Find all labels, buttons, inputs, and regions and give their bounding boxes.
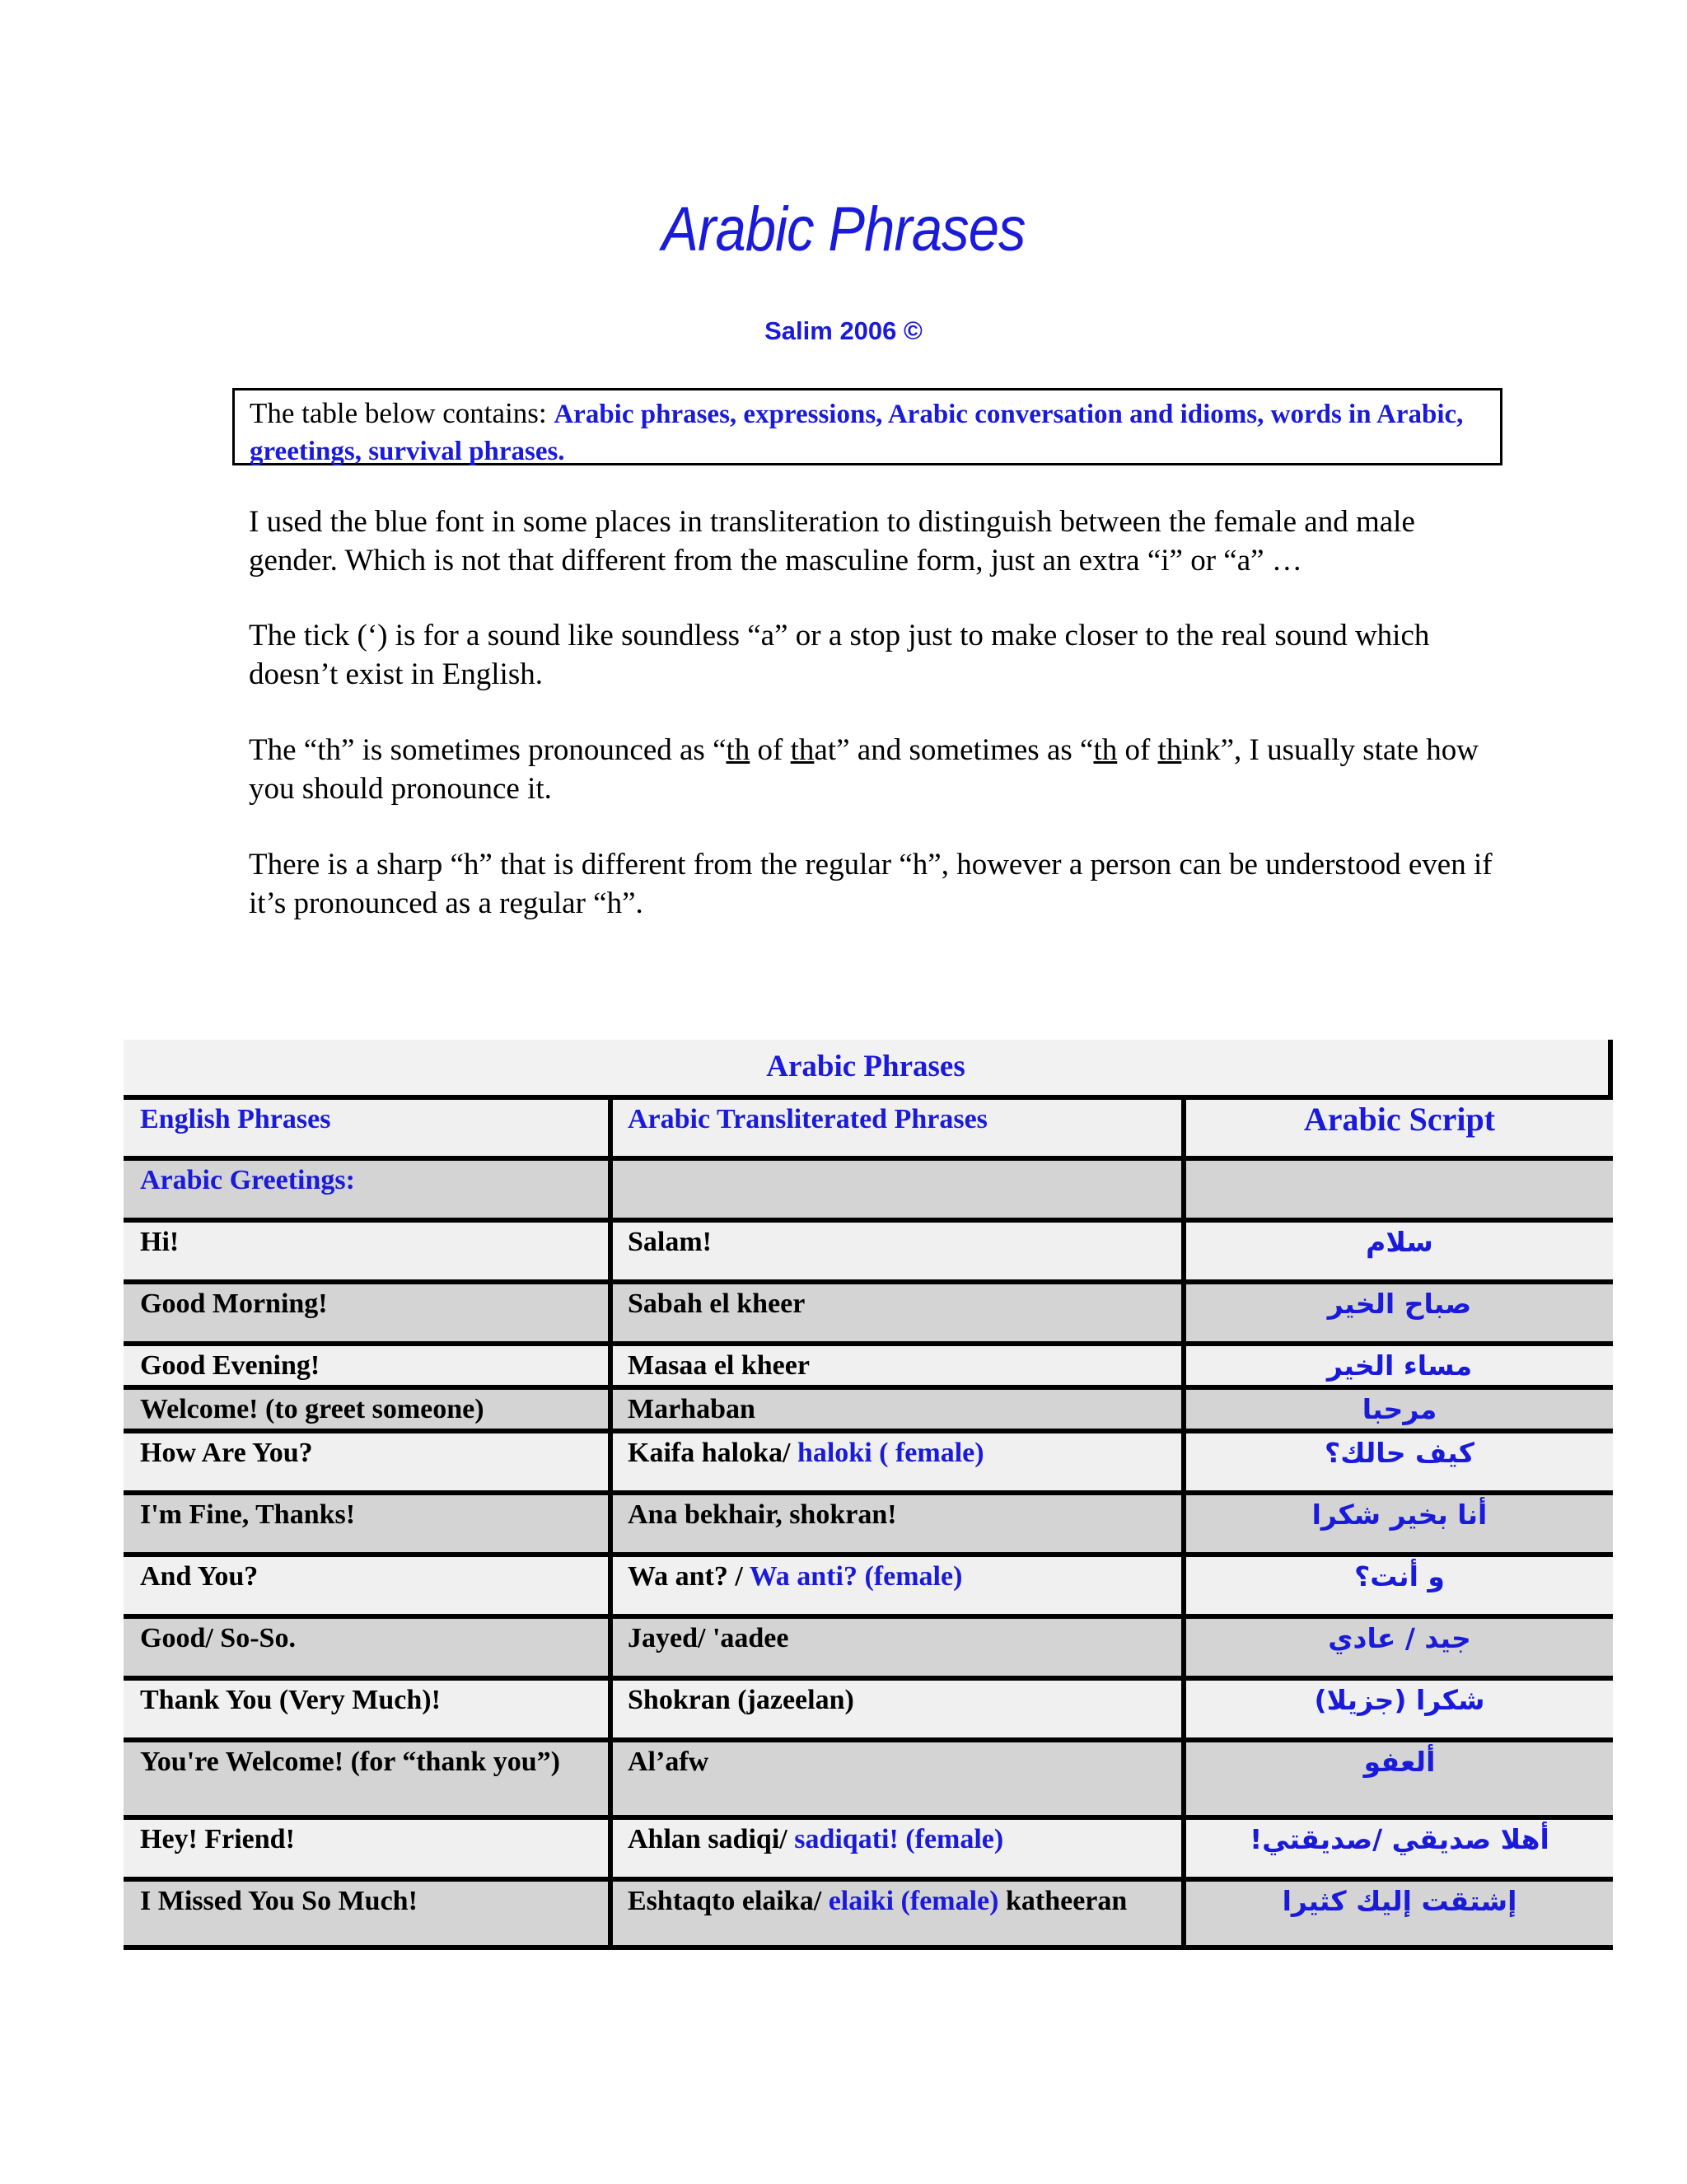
row-divider [124, 1815, 1613, 1820]
row-divider [124, 1156, 1613, 1161]
transliterated-phrase: Eshtaqto elaika/ elaiki (female) katheeran [628, 1886, 1128, 1916]
english-phrase: Good Evening! [140, 1350, 320, 1381]
female-form: elaiki (female) [828, 1886, 999, 1916]
female-form: haloki ( female) [797, 1438, 984, 1468]
arabic-script: أنا بخير شكرا [1311, 1499, 1488, 1531]
paragraph-sharp-h: There is a sharp “h” that is different from the regular “h”, however a person can be understood even if it’s pronounced as a regular “h”. [249, 848, 1493, 920]
row-divider [124, 1218, 1613, 1223]
table-row [124, 1282, 1613, 1344]
female-form: sadiqati! (female) [794, 1824, 1004, 1854]
transliterated-phrase: Al’afw [628, 1747, 709, 1777]
section-row [124, 1158, 1613, 1220]
row-divider [124, 1341, 1613, 1346]
table-row [124, 1344, 1613, 1387]
row-divider [124, 1877, 1613, 1882]
row-divider [124, 1676, 1613, 1681]
table-row [124, 1220, 1613, 1282]
row-divider [124, 1429, 1613, 1433]
transliterated-phrase: Kaifa haloka/ haloki ( female) [628, 1438, 984, 1468]
arabic-script: شكرا (جزيلا) [1314, 1684, 1485, 1716]
row-divider [124, 1385, 1613, 1390]
table-row [124, 1616, 1613, 1678]
arabic-script: و أنت؟ [1354, 1560, 1445, 1592]
table-title: Arabic Phrases [124, 1040, 1613, 1097]
table-row [124, 1678, 1613, 1740]
arabic-script: ألعفو [1363, 1746, 1436, 1778]
table-header-row [124, 1097, 1613, 1158]
paragraph-th: The “th” is sometimes pronounced as “th of that” and sometimes as “th of think”, I usually state how you should pronounce it. [249, 733, 1479, 806]
english-phrase: I Missed You So Much! [140, 1886, 418, 1916]
table-row [124, 1817, 1613, 1879]
row-divider [124, 1552, 1613, 1557]
table-row [124, 1431, 1613, 1493]
paragraph-tick: The tick (‘) is for a sound like soundless “a” or a stop just to make closer to the real sound which doesn’t exist in English. [249, 619, 1430, 691]
row-divider [124, 1945, 1613, 1950]
transliterated-phrase: Jayed/ 'aadee [628, 1623, 789, 1653]
row-divider [124, 1095, 1613, 1100]
english-phrase: I'm Fine, Thanks! [140, 1499, 356, 1530]
column-divider [608, 1097, 613, 1950]
row-divider [124, 1490, 1613, 1495]
intro-prefix: The table below contains: [250, 397, 554, 429]
english-phrase: Hi! [140, 1227, 180, 1257]
transliterated-phrase: Salam! [628, 1227, 712, 1257]
arabic-script: مرحبا [1362, 1393, 1437, 1425]
row-divider [124, 1614, 1613, 1619]
intro-highlight: Arabic phrases, expressions, Arabic conversation and idioms, words in Arabic, greetings, survival phrases. [250, 400, 1464, 466]
row-divider [124, 1279, 1613, 1284]
author-byline: Salim 2006 © [764, 316, 923, 345]
transliterated-phrase: Ana bekhair, shokran! [628, 1499, 897, 1530]
transliterated-phrase: Shokran (jazeelan) [628, 1685, 854, 1715]
english-phrase: Good/ So-So. [140, 1623, 296, 1653]
english-phrase: Hey! Friend! [140, 1824, 295, 1854]
arabic-script: إشتقت إليك كثيرا [1282, 1885, 1517, 1917]
english-phrase: Good Morning! [140, 1288, 328, 1319]
arabic-script: صباح الخير [1327, 1288, 1472, 1320]
arabic-script: كيف حالك؟ [1325, 1437, 1474, 1469]
header-transliterated: Arabic Transliterated Phrases [628, 1104, 988, 1134]
arabic-script: سلام [1366, 1226, 1433, 1258]
english-phrase: Welcome! (to greet someone) [140, 1394, 484, 1424]
table-row [124, 1740, 1613, 1817]
row-divider [124, 1737, 1613, 1742]
english-phrase: And You? [140, 1561, 259, 1592]
female-form: Wa anti? (female) [749, 1561, 963, 1592]
english-phrase: Thank You (Very Much)! [140, 1685, 441, 1715]
column-divider [1181, 1097, 1186, 1950]
arabic-script: مساء الخير [1326, 1349, 1473, 1382]
table-row [124, 1387, 1613, 1431]
english-phrase: You're Welcome! (for “thank you”) [140, 1747, 560, 1777]
transliterated-phrase: Ahlan sadiqi/ sadiqati! (female) [628, 1824, 1004, 1854]
table-row [124, 1555, 1613, 1616]
section-label: Arabic Greetings: [140, 1165, 355, 1195]
arabic-script: أهلا صديقي /صديقتي! [1250, 1823, 1549, 1855]
transliterated-phrase: Marhaban [628, 1394, 755, 1424]
arabic-script: جيد / عادي [1328, 1622, 1471, 1654]
transliterated-phrase: Wa ant? / Wa anti? (female) [628, 1561, 963, 1592]
paragraph-blue-font: I used the blue font in some places in transliteration to distinguish between the female and male gender. Which is not that different from the masculine form, just an extra “i” or “a” … [249, 505, 1415, 578]
header-english: English Phrases [140, 1104, 331, 1134]
english-phrase: How Are You? [140, 1438, 313, 1468]
transliterated-phrase: Masaa el kheer [628, 1350, 810, 1381]
transliterated-phrase: Sabah el kheer [628, 1288, 806, 1319]
page-title: Arabic Phrases [661, 194, 1026, 264]
table-row [124, 1879, 1613, 1945]
table-row [124, 1493, 1613, 1555]
header-script: Arabic Script [1303, 1101, 1496, 1138]
intro-box [232, 388, 1502, 465]
